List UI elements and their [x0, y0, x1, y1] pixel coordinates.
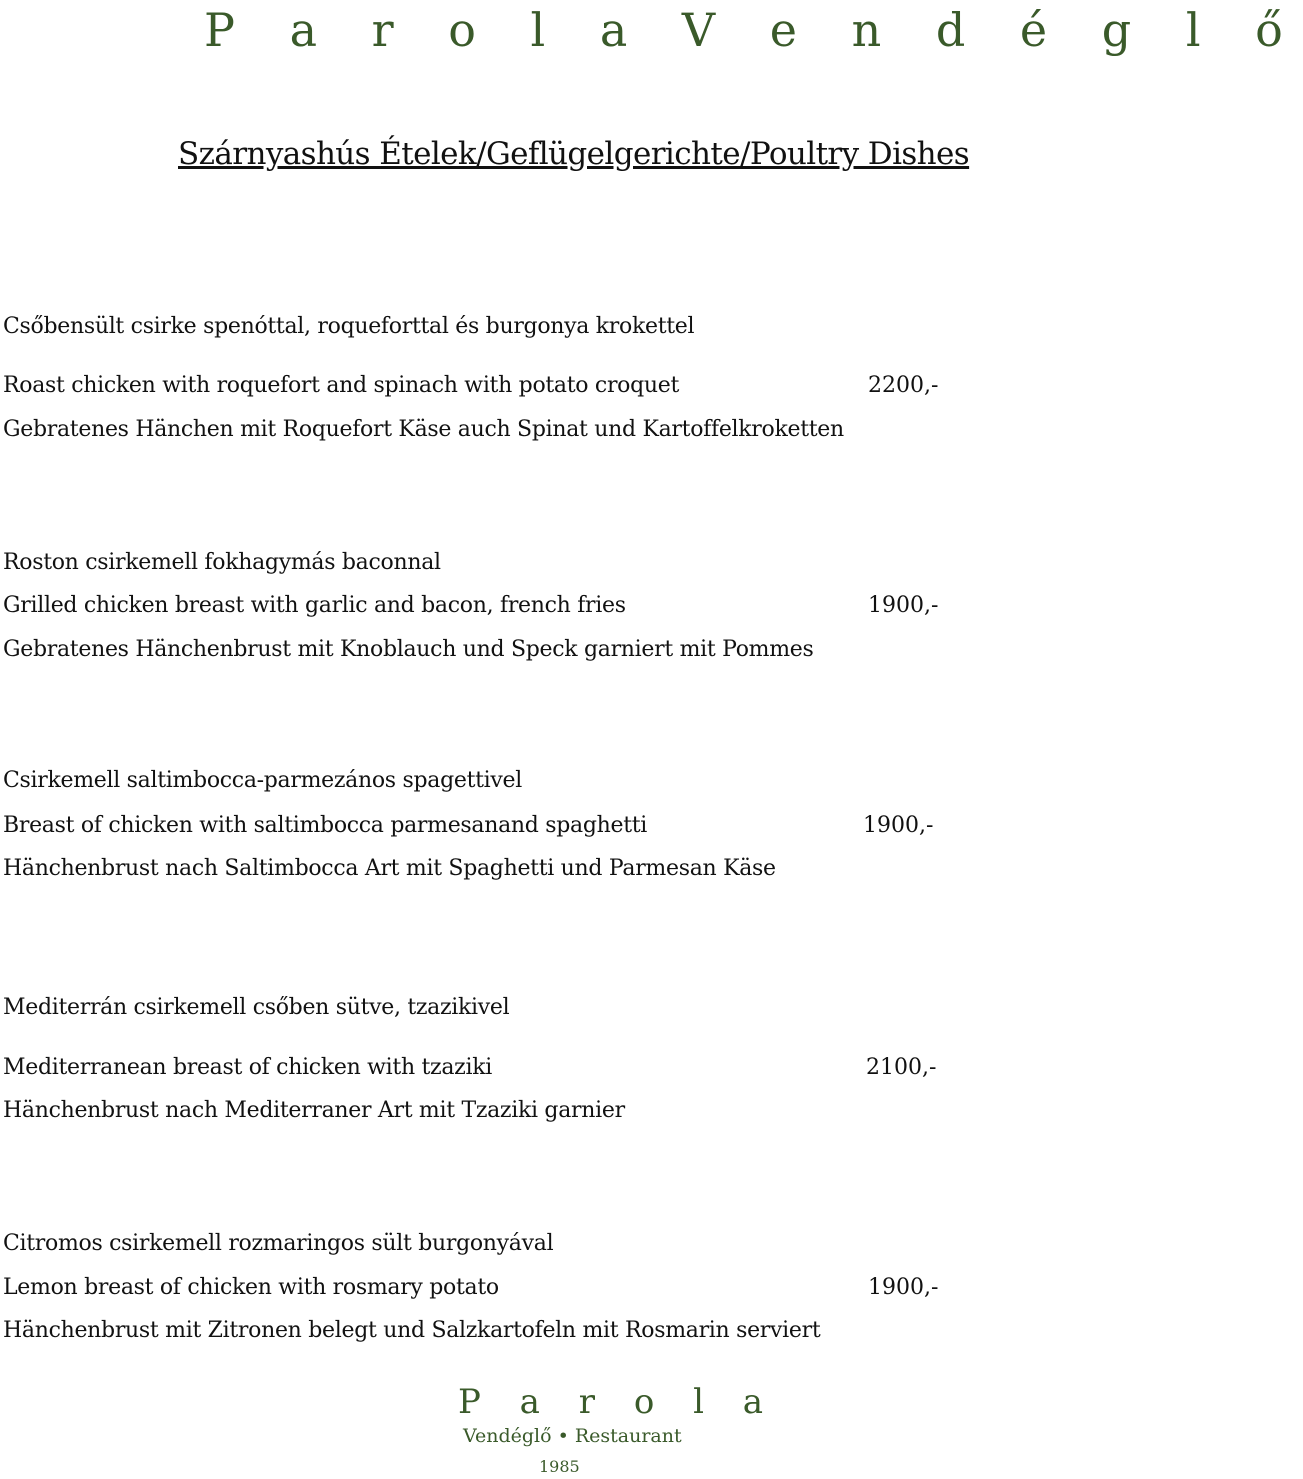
dish-name-en: Grilled chicken breast with garlic and bacon, french fries [3, 593, 626, 618]
dish-price: 1900,- [863, 813, 934, 838]
footer-year: 1985 [539, 1457, 580, 1476]
dish-name-de: Hänchenbrust nach Mediterraner Art mit Tzaziki garnier [3, 1098, 625, 1123]
dish-name-de: Hänchenbrust mit Zitronen belegt und Salzkartofeln mit Rosmarin serviert [3, 1318, 821, 1343]
footer-subtitle: Vendéglő • Restaurant [463, 1425, 682, 1447]
dish-name-en: Breast of chicken with saltimbocca parmesanand spaghetti [3, 813, 648, 838]
dish-name-hu: Mediterrán csirkemell csőben sütve, tzazikivel [3, 995, 510, 1020]
dish-name-en: Mediterranean breast of chicken with tzaziki [3, 1055, 492, 1080]
footer-logo: P a r o l a [458, 1382, 778, 1422]
dish-name-hu: Roston csirkemell fokhagymás baconnal [3, 550, 441, 575]
dish-name-en: Lemon breast of chicken with rosmary potato [3, 1275, 499, 1300]
dish-price: 2100,- [866, 1055, 937, 1080]
dish-name-de: Gebratenes Hänchen mit Roquefort Käse auch Spinat und Kartoffelkroketten [3, 417, 844, 442]
dish-name-de: Gebratenes Hänchenbrust mit Knoblauch und Speck garniert mit Pommes [3, 637, 814, 662]
dish-name-de: Hänchenbrust nach Saltimbocca Art mit Spaghetti und Parmesan Käse [3, 856, 776, 881]
dish-name-hu: Csőbensült csirke spenóttal, roqueforttal és burgonya krokettel [3, 314, 695, 339]
dish-price: 1900,- [868, 1275, 939, 1300]
dish-name-hu: Csirkemell saltimbocca-parmezános spagettivel [3, 768, 522, 793]
dish-price: 1900,- [868, 593, 939, 618]
dish-name-en: Roast chicken with roquefort and spinach with potato croquet [3, 373, 680, 398]
dish-name-hu: Citromos csirkemell rozmaringos sült burgonyával [3, 1231, 554, 1256]
restaurant-title: P a r o l a V e n d é g l ő [204, 3, 1303, 57]
dish-price: 2200,- [868, 373, 939, 398]
section-heading: Szárnyashús Ételek/Geflügelgerichte/Poultry Dishes [178, 136, 970, 172]
